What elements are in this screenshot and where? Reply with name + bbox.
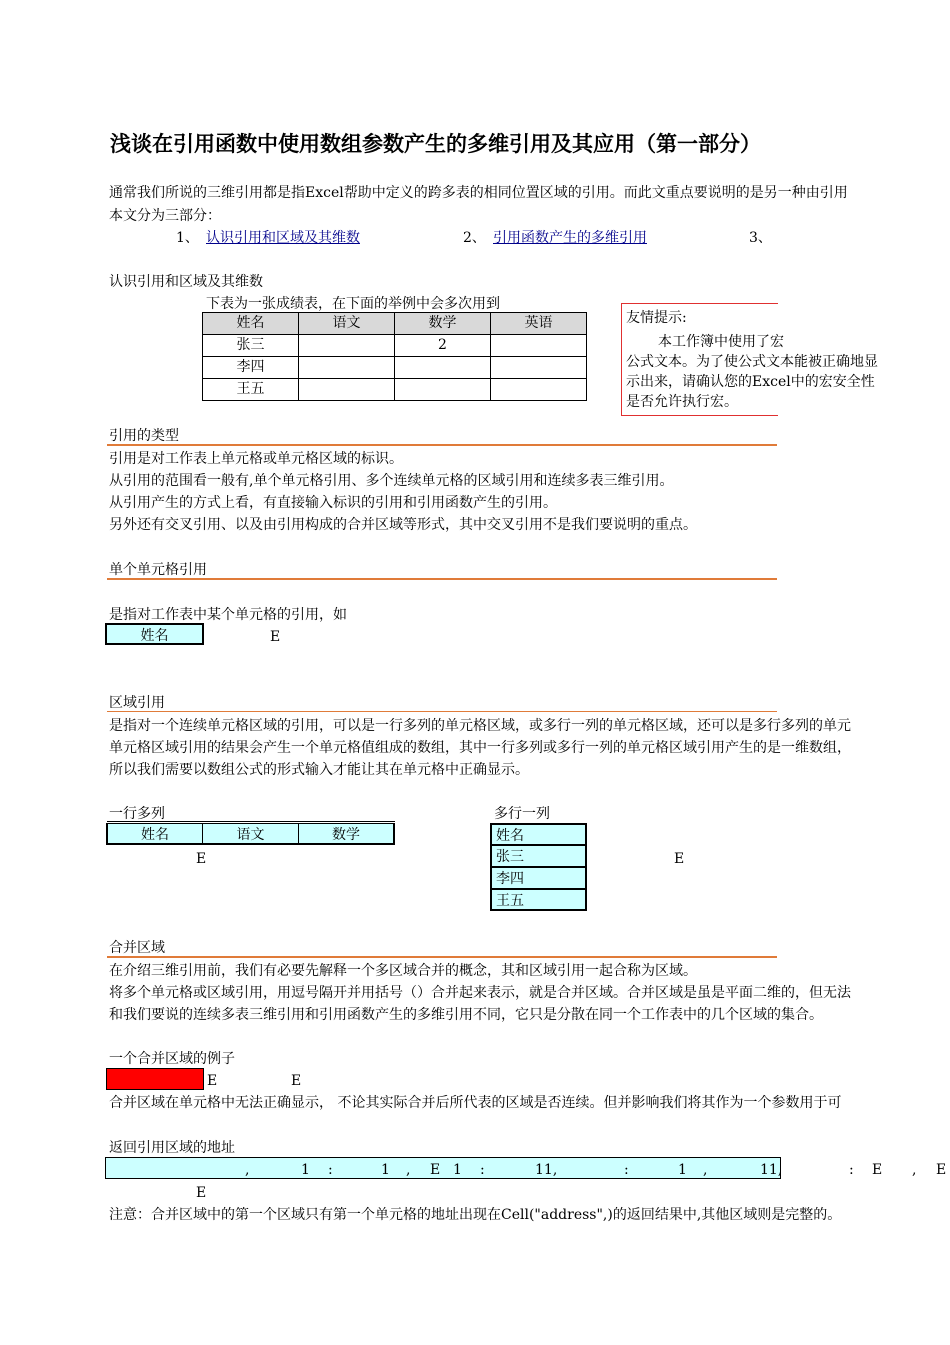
- addr-below: E: [196, 1185, 207, 1201]
- row-range-result: E: [196, 851, 207, 867]
- col-range-label: 多行一列: [494, 806, 550, 822]
- addr-seg: :: [480, 1162, 485, 1178]
- intro-line-2: 本文分为三部分：: [109, 208, 221, 224]
- union-warning-note: 注意：合并区域中的第一个区域只有第一个单元格的地址出现在Cell("address",)的返回结果中,其他区域则是完整的。: [109, 1207, 842, 1223]
- ref-types-line-4: 另外还有交叉引用、以及由引用构成的合并区域等形式，其中交叉引用不是我们要说明的重点。: [109, 517, 697, 533]
- single-cell-result: E: [270, 629, 281, 645]
- addr-seg: ,: [703, 1162, 708, 1178]
- col-range-cell[interactable]: 张三: [490, 845, 587, 867]
- union-example-e1: E: [207, 1073, 218, 1089]
- row-range-cell[interactable]: 数学: [298, 823, 395, 845]
- table-cell: [395, 379, 491, 401]
- table-cell: 2: [395, 335, 491, 357]
- addr-seg: 1: [301, 1162, 310, 1178]
- section-divider: [107, 711, 777, 712]
- col-range-result: E: [674, 851, 685, 867]
- addr-label: 返回引用区域的地址: [109, 1140, 235, 1156]
- addr-seg: 1: [381, 1162, 390, 1178]
- range-line-1: 是指对一个连续单元格区域的引用，可以是一行多列的单元格区域，或多行一列的单元格区域，还可以是多行多列的单元: [109, 718, 851, 734]
- union-note: 合并区域在单元格中无法正确显示， 不论其实际合并后所代表的区域是否连续。但并影响我们将其作为一个参数用于可: [109, 1095, 842, 1111]
- tip-line-4: 是否允许执行宏。: [626, 394, 738, 410]
- union-line-2: 将多个单元格或区域引用，用逗号隔开并用括号（）合并起来表示，就是合并区域。合并区域是虽是平面二维的，但无法: [109, 985, 851, 1001]
- union-example-e2: E: [291, 1073, 302, 1089]
- table-cell: [299, 357, 395, 379]
- intro-line-1: 通常我们所说的三维引用都是指Excel帮助中定义的跨多表的相同位置区域的引用。而此文重点要说明的是另一种由引用: [109, 185, 848, 201]
- row-range-cell[interactable]: 姓名: [106, 823, 203, 845]
- tip-box: [621, 303, 878, 416]
- section-heading-single-cell: 单个单元格引用: [109, 562, 207, 578]
- score-table: [202, 312, 587, 401]
- row-range-cell[interactable]: 语文: [202, 823, 299, 845]
- addr-seg: E: [872, 1162, 883, 1178]
- toc-num-2: 2、: [463, 230, 486, 246]
- union-example-label: 一个合并区域的例子: [109, 1051, 235, 1067]
- ref-types-line-1: 引用是对工作表上单元格或单元格区域的标识。: [109, 451, 403, 467]
- table-header-row: [203, 313, 587, 335]
- range-line-3: 所以我们需要以数组公式的形式输入才能让其在单元格中正确显示。: [109, 762, 529, 778]
- section-heading-ref-types: 引用的类型: [109, 428, 179, 444]
- addr-seg: 1: [453, 1162, 462, 1178]
- addr-seg: 11,: [535, 1162, 558, 1178]
- col-range-cell[interactable]: 李四: [490, 867, 587, 889]
- col-range-cell[interactable]: 王五: [490, 889, 587, 911]
- addr-seg: ,: [245, 1162, 250, 1178]
- header-math: 数学: [395, 313, 491, 335]
- addr-seg: ,: [912, 1162, 917, 1178]
- header-chinese: 语文: [299, 313, 395, 335]
- row-range-label: 一行多列: [109, 806, 165, 822]
- page-title: 浅谈在引用函数中使用数组参数产生的多维引用及其应用（第一部分）: [110, 132, 761, 156]
- table-cell: 王五: [203, 379, 299, 401]
- section-heading-union: 合并区域: [109, 940, 165, 956]
- range-line-2: 单元格区域引用的结果会产生一个单元格值组成的数组，其中一行多列或多行一列的单元格区域引用产生的是一维数组，: [109, 740, 851, 756]
- toc-link-1[interactable]: 认识引用和区域及其维数: [206, 230, 360, 246]
- section-heading-intro: 认识引用和区域及其维数: [109, 274, 263, 290]
- ref-types-line-3: 从引用产生的方式上看，有直接输入标识的引用和引用函数产生的引用。: [109, 495, 557, 511]
- table-cell: [299, 335, 395, 357]
- union-example-cell[interactable]: [106, 1068, 204, 1090]
- single-cell-desc: 是指对工作表中某个单元格的引用，如: [109, 607, 347, 623]
- table-row: [203, 357, 587, 379]
- table-cell: [395, 357, 491, 379]
- tip-line-3: 示出来，请确认您的Excel中的宏安全性: [626, 374, 875, 390]
- toc-num-3: 3、: [749, 230, 772, 246]
- tip-title: 友情提示:: [626, 310, 687, 326]
- tip-line-1: 本工作簿中使用了宏: [658, 334, 784, 350]
- addr-seg: :: [849, 1162, 854, 1178]
- section-divider: [107, 444, 777, 446]
- toc-link-2[interactable]: 引用函数产生的多维引用: [493, 230, 647, 246]
- addr-seg: 1: [678, 1162, 687, 1178]
- header-english: 英语: [491, 313, 587, 335]
- toc-num-1: 1、: [176, 230, 199, 246]
- addr-seg: E: [430, 1162, 441, 1178]
- table-row: [203, 335, 587, 357]
- union-line-1: 在介绍三维引用前，我们有必要先解释一个多区域合并的概念，其和区域引用一起合称为区域。: [109, 963, 697, 979]
- section-heading-range: 区域引用: [109, 695, 165, 711]
- section-divider: [107, 578, 777, 580]
- single-cell-ref[interactable]: 姓名: [105, 623, 204, 645]
- addr-seg: :: [624, 1162, 629, 1178]
- table-row: [203, 379, 587, 401]
- ref-types-line-2: 从引用的范围看一般有,单个单元格引用、多个连续单元格的区域引用和连续多表三维引用。: [109, 473, 674, 489]
- table-cell: 李四: [203, 357, 299, 379]
- addr-seg: E: [936, 1162, 947, 1178]
- col-range-cell[interactable]: 姓名: [490, 823, 587, 845]
- union-line-3: 和我们要说的连续多表三维引用和引用函数产生的多维引用不同，它只是分散在同一个工作表中的几个区域的集合。: [109, 1007, 823, 1023]
- tip-line-2: 公式文本。为了使公式文本能被正确地显: [626, 354, 878, 370]
- table-caption: 下表为一张成绩表，在下面的举例中会多次用到: [206, 296, 500, 312]
- row-range-underline: [107, 821, 395, 822]
- addr-seg: ,: [406, 1162, 411, 1178]
- table-cell: [491, 379, 587, 401]
- table-cell: [299, 379, 395, 401]
- addr-seg: 11,: [760, 1162, 783, 1178]
- table-cell: 张三: [203, 335, 299, 357]
- table-cell: [491, 335, 587, 357]
- table-cell: [491, 357, 587, 379]
- addr-seg: :: [328, 1162, 333, 1178]
- header-name: 姓名: [203, 313, 299, 335]
- section-divider: [107, 956, 777, 958]
